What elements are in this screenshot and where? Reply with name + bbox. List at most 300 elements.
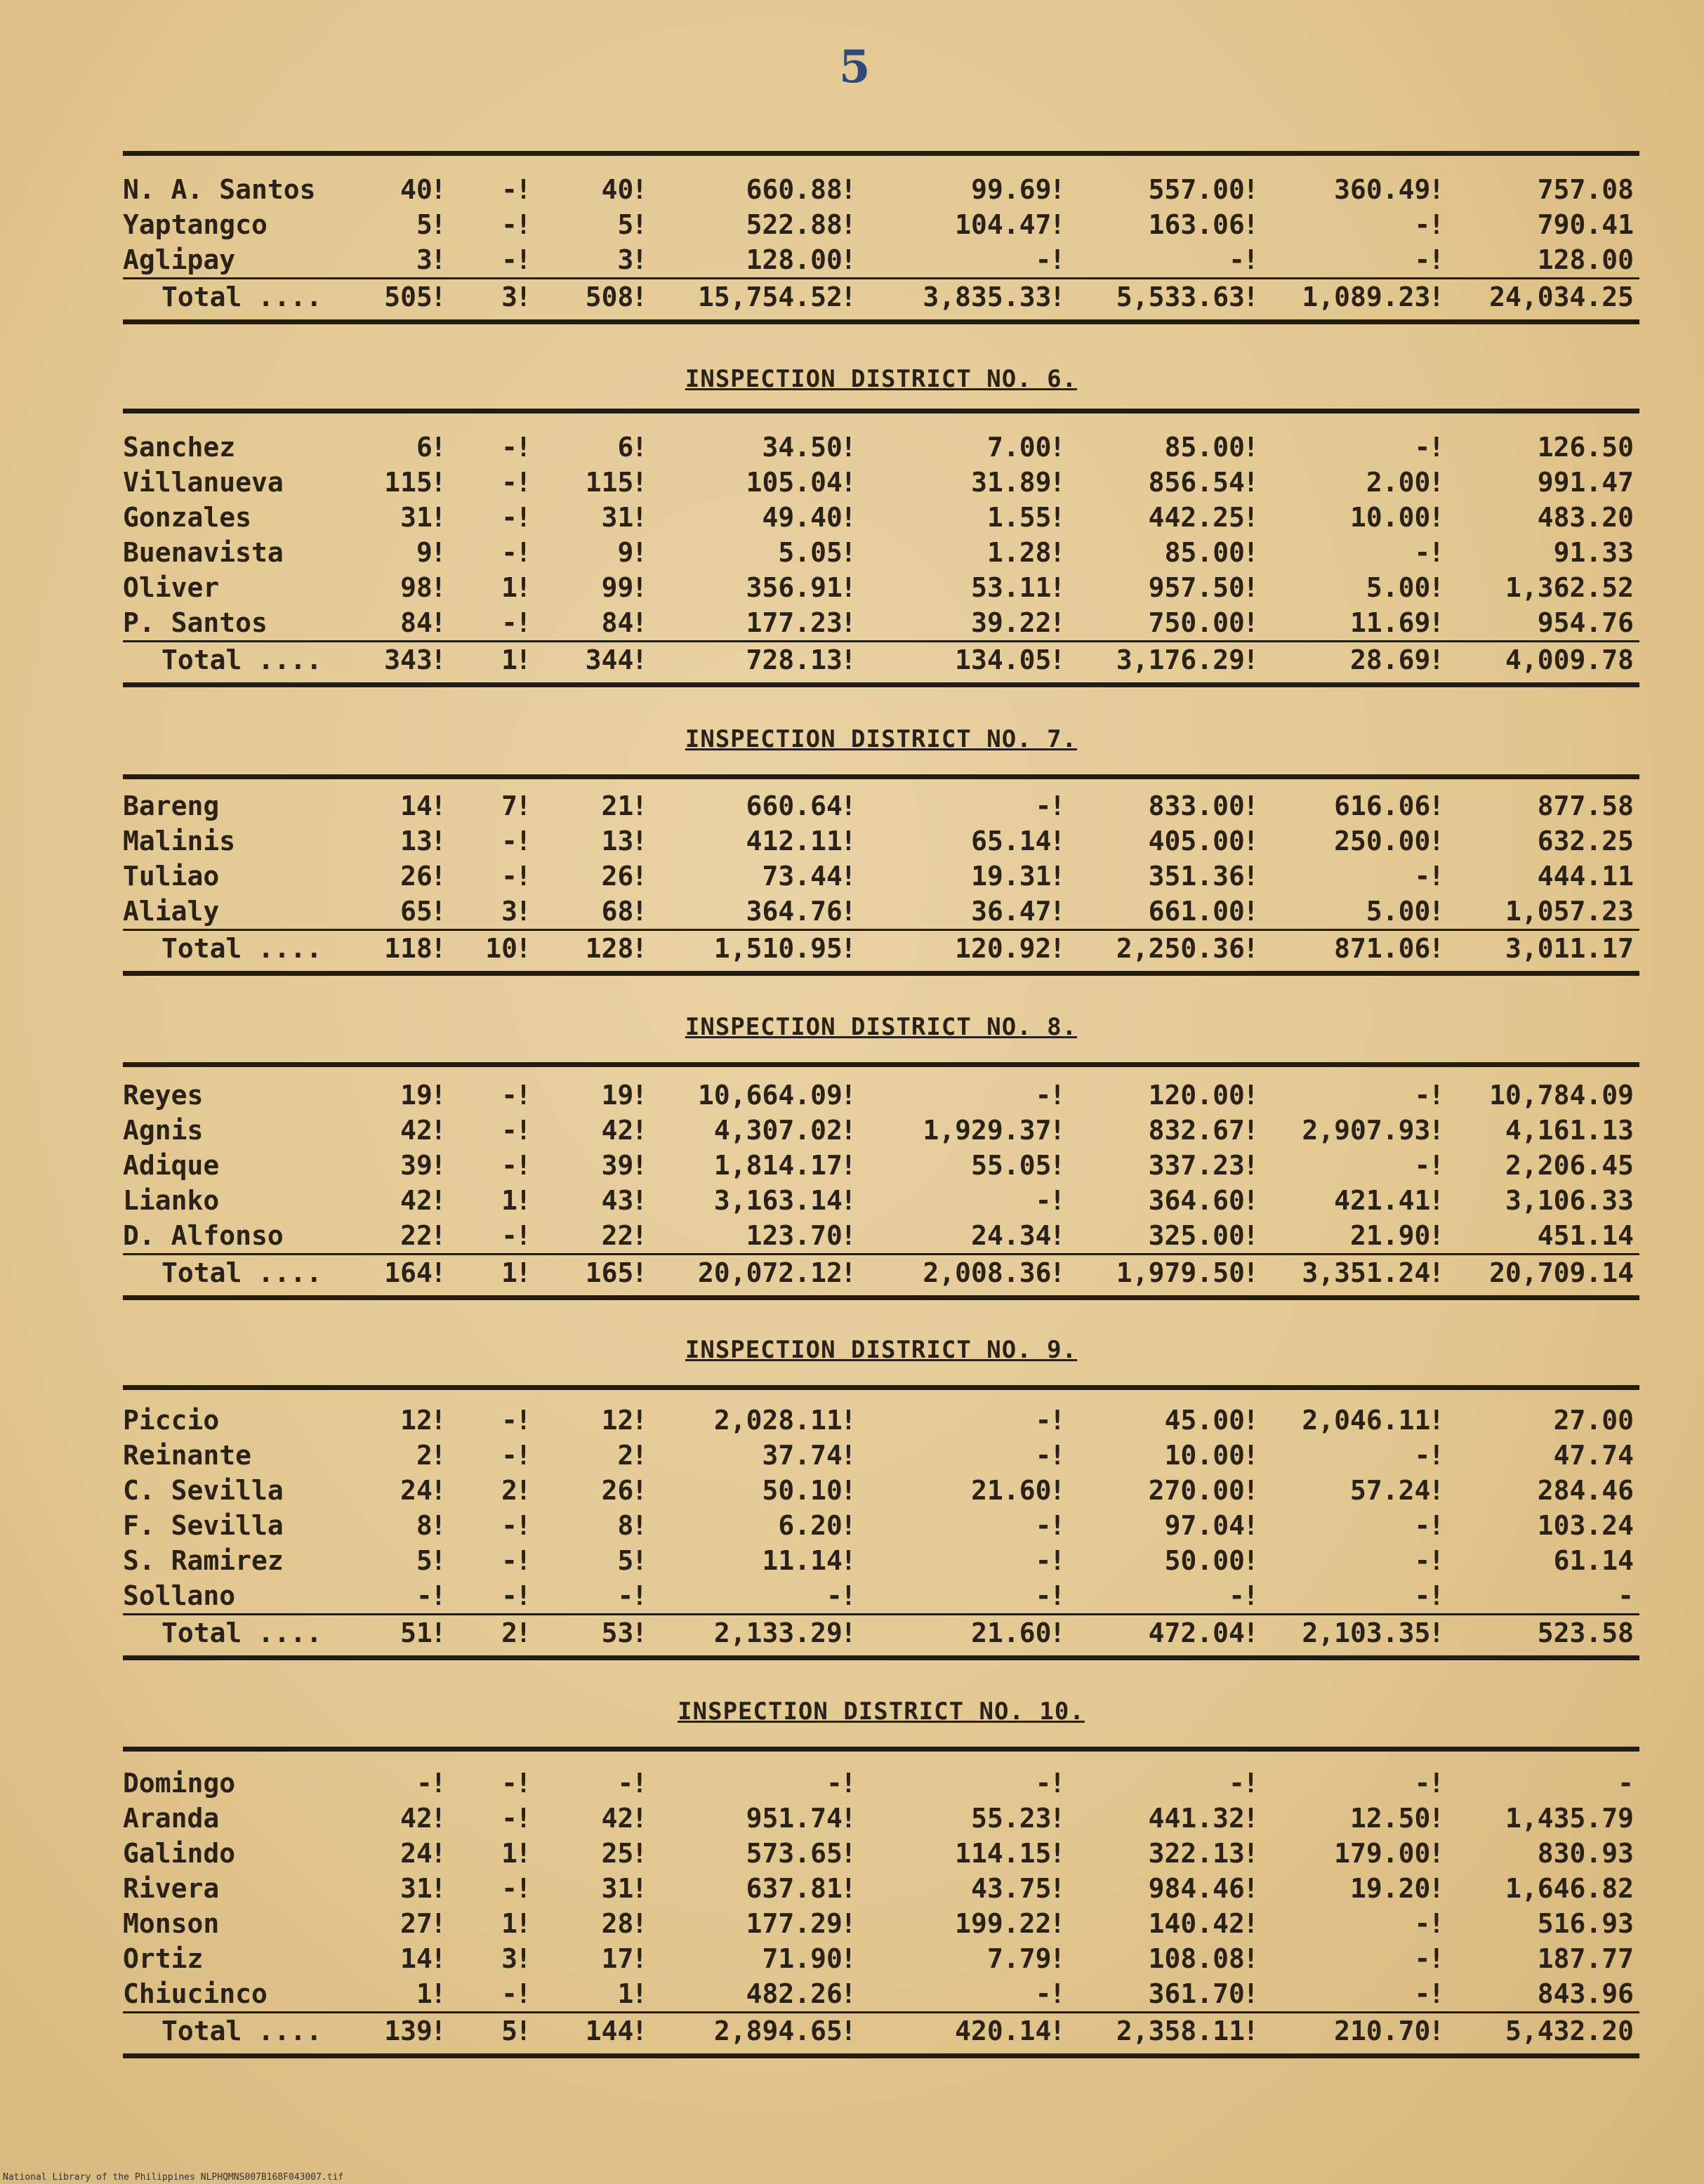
value-cell: 6 ! [533,430,649,465]
value-cell: 364.60 ! [1066,1183,1260,1218]
value-cell: - ! [858,788,1067,823]
value-cell: 179.00 ! [1260,1836,1446,1871]
value-cell: 13 ! [533,823,649,859]
teacher-name: Villanueva [123,467,284,498]
value-cell: 17 ! [533,1941,649,1976]
value-cell: 343 ! [355,642,448,678]
district-table [123,1766,1639,2049]
value-cell: 757.08 [1537,174,1634,205]
total-label: Total .... [123,279,355,315]
value-cell: 139 ! [355,2013,448,2049]
value-cell: 98 ! [355,570,448,605]
value-cell: 42 ! [355,1183,448,1218]
value-cell: 412.11 ! [649,823,858,859]
value-cell: 126.50 [1537,432,1634,463]
value-cell: 2,133.29 ! [649,1615,858,1651]
district-table [123,788,1639,966]
value-cell: - ! [448,1218,533,1255]
value-cell: 472.04 ! [1066,1615,1260,1651]
value-cell: 1 ! [448,642,533,678]
value-cell: 120.00 ! [1066,1078,1260,1113]
value-cell: 325.00 ! [1066,1218,1260,1255]
value-cell: 2,046.11 ! [1260,1403,1446,1438]
teacher-name: F. Sevilla [123,1510,284,1541]
value-cell: 25 ! [533,1836,649,1871]
value-cell: 115 ! [355,465,448,500]
table-row [123,1871,1639,1906]
value-cell: 26 ! [355,859,448,894]
bottom-rule [123,2053,1639,2058]
value-cell: 5,432.20 [1446,2013,1639,2049]
teacher-name: Agnis [123,1115,204,1146]
value-cell: 26 ! [533,859,649,894]
value-cell: 856.54 ! [1066,465,1260,500]
value-cell: 351.36 ! [1066,859,1260,894]
total-row [123,1255,1639,1291]
value-cell: 637.81 ! [649,1871,858,1906]
value-cell: 12.50 ! [1260,1801,1446,1836]
table-row [123,1543,1639,1578]
value-cell: 1,929.37 ! [858,1113,1067,1148]
value-cell: 3 ! [533,242,649,279]
value-cell: 50.00 ! [1066,1543,1260,1578]
value-cell: - ! [1260,1543,1446,1578]
total-row [123,2013,1639,2049]
teacher-name: Alialy [123,896,220,927]
value-cell: 2 ! [448,1473,533,1508]
total-label: Total .... [123,930,355,967]
value-cell: - ! [1066,242,1260,279]
value-cell: 954.76 [1537,607,1634,638]
value-cell: - ! [448,605,533,642]
value-cell: 3 ! [355,242,448,279]
teacher-name: Tuliao [123,861,220,892]
value-cell: 7.00 ! [858,430,1067,465]
value-cell: - ! [448,465,533,500]
value-cell: 21.90 ! [1260,1218,1446,1255]
teacher-name: Piccio [123,1405,220,1436]
table-row [123,500,1639,535]
value-cell: 14 ! [355,788,448,823]
value-cell: 27 ! [355,1906,448,1941]
value-cell: 3,011.17 [1446,930,1639,967]
teacher-name: P. Santos [123,607,268,638]
value-cell: 11.69 ! [1260,605,1446,642]
value-cell: 84 ! [355,605,448,642]
value-cell: 2,103.35 ! [1260,1615,1446,1651]
value-cell: 830.93 [1537,1838,1634,1869]
table-row [123,1148,1639,1183]
section-title: INSPECTION DISTRICT NO. 7. [685,725,1078,753]
teacher-name: Gonzales [123,502,252,533]
value-cell: 65.14 ! [858,823,1067,859]
value-cell: 55.05 ! [858,1148,1067,1183]
value-cell: 7 ! [448,788,533,823]
value-cell: 39.22 ! [858,605,1067,642]
top-rule [123,151,1639,156]
value-cell: 39 ! [533,1148,649,1183]
value-cell: 45.00 ! [1066,1403,1260,1438]
value-cell: 6 ! [355,430,448,465]
value-cell: 1.28 ! [858,535,1067,570]
value-cell: 337.23 ! [1066,1148,1260,1183]
value-cell: - ! [1066,1578,1260,1615]
value-cell: 1,814.17 ! [649,1148,858,1183]
value-cell: 144 ! [533,2013,649,2049]
value-cell: 871.06 ! [1260,930,1446,967]
value-cell: - ! [1260,1578,1446,1615]
value-cell: 322.13 ! [1066,1836,1260,1871]
value-cell: 14 ! [355,1941,448,1976]
value-cell: - [1618,1580,1634,1611]
value-cell: - ! [1260,859,1446,894]
value-cell: - ! [448,207,533,242]
value-cell: - ! [448,430,533,465]
table-row [123,1113,1639,1148]
value-cell: 42 ! [533,1113,649,1148]
value-cell: 3 ! [448,279,533,315]
value-cell: 123.70 ! [649,1218,858,1255]
bottom-rule [123,1295,1639,1300]
value-cell: 5 ! [355,207,448,242]
bottom-rule [123,971,1639,976]
value-cell: 31 ! [533,500,649,535]
value-cell: 134.05 ! [858,642,1067,678]
district-table [123,1078,1639,1290]
value-cell: - ! [448,1976,533,2013]
value-cell: 1,510.95 ! [649,930,858,967]
value-cell: - ! [448,859,533,894]
value-cell: 557.00 ! [1066,172,1260,207]
value-cell: 270.00 ! [1066,1473,1260,1508]
value-cell: 40 ! [533,172,649,207]
value-cell: 68 ! [533,894,649,930]
total-row [123,930,1639,967]
table-row [123,1473,1639,1508]
value-cell: 5.00 ! [1260,894,1446,930]
value-cell: 660.64 ! [649,788,858,823]
value-cell: 21.60 ! [858,1615,1067,1651]
value-cell: 451.14 [1537,1220,1634,1251]
value-cell: 3 ! [448,894,533,930]
value-cell: 2,008.36 ! [858,1255,1067,1291]
value-cell: 2,206.45 [1505,1150,1634,1181]
value-cell: 11.14 ! [649,1543,858,1578]
value-cell: 1 ! [448,1183,533,1218]
value-cell: - ! [448,1543,533,1578]
table-row [123,1941,1639,1976]
value-cell: 61.14 [1553,1545,1634,1576]
value-cell: 24 ! [355,1836,448,1871]
value-cell: 8 ! [533,1508,649,1543]
value-cell: - ! [858,1078,1067,1113]
value-cell: 3,176.29 ! [1066,642,1260,678]
value-cell: - ! [355,1578,448,1615]
value-cell: 12 ! [355,1403,448,1438]
teacher-name: Oliver [123,572,220,603]
value-cell: 55.23 ! [858,1801,1067,1836]
value-cell: - ! [1260,1438,1446,1473]
value-cell: 28 ! [533,1906,649,1941]
value-cell: 344 ! [533,642,649,678]
value-cell: 483.20 [1537,502,1634,533]
value-cell: 71.90 ! [649,1941,858,1976]
value-cell: 508 ! [533,279,649,315]
table-row [123,1508,1639,1543]
value-cell: 2,028.11 ! [649,1403,858,1438]
value-cell: 750.00 ! [1066,605,1260,642]
value-cell: - ! [448,1403,533,1438]
value-cell: 843.96 [1537,1978,1634,2009]
table-row [123,1183,1639,1218]
teacher-name: Malinis [123,826,236,856]
value-cell: 24.34 ! [858,1218,1067,1255]
table-row [123,570,1639,605]
value-cell: 1 ! [448,1906,533,1941]
table-row [123,1766,1639,1801]
value-cell: 103.24 [1537,1510,1634,1541]
value-cell: 5.05 ! [649,535,858,570]
table-row [123,1836,1639,1871]
table-row [123,1438,1639,1473]
value-cell: - ! [448,1801,533,1836]
value-cell: 421.41 ! [1260,1183,1446,1218]
value-cell: 27.00 [1553,1405,1634,1436]
teacher-name: Reinante [123,1440,252,1471]
value-cell: - ! [1260,207,1446,242]
value-cell: - ! [858,1976,1067,2013]
table-row [123,1906,1639,1941]
value-cell: 361.70 ! [1066,1976,1260,2013]
value-cell: - ! [858,1766,1067,1801]
value-cell: 42 ! [355,1113,448,1148]
value-cell: 516.93 [1537,1908,1634,1939]
value-cell: 482.26 ! [649,1976,858,2013]
value-cell: 19 ! [355,1078,448,1113]
value-cell: 1 ! [448,1255,533,1291]
value-cell: 4,009.78 [1446,642,1639,678]
value-cell: 21.60 ! [858,1473,1067,1508]
value-cell: 3,351.24 ! [1260,1255,1446,1291]
top-rule [123,409,1639,413]
value-cell: 140.42 ! [1066,1906,1260,1941]
value-cell: 128.00 [1537,244,1634,275]
district-table [123,1403,1639,1650]
top-rule [123,1747,1639,1752]
total-label: Total .... [123,2013,355,2049]
value-cell: 47.74 [1553,1440,1634,1471]
table-row [123,1218,1639,1255]
table-row [123,605,1639,642]
teacher-name: Domingo [123,1768,236,1799]
value-cell: 31.89 ! [858,465,1067,500]
bottom-rule [123,319,1639,324]
top-rule [123,1385,1639,1390]
value-cell: 1,362.52 [1505,572,1634,603]
table-row [123,242,1639,279]
section-title: INSPECTION DISTRICT NO. 10. [678,1697,1085,1726]
table-row [123,1976,1639,2013]
teacher-name: C. Sevilla [123,1475,284,1506]
value-cell: 2,907.93 ! [1260,1113,1446,1148]
teacher-name: Monson [123,1908,220,1939]
teacher-name: Lianko [123,1185,220,1216]
value-cell: - ! [1260,242,1446,279]
value-cell: 1 ! [533,1976,649,2013]
value-cell: 99 ! [533,570,649,605]
value-cell: 165 ! [533,1255,649,1291]
value-cell: - ! [858,242,1067,279]
section-title: INSPECTION DISTRICT NO. 8. [685,1013,1078,1041]
value-cell: 616.06 ! [1260,788,1446,823]
value-cell: - ! [1260,1976,1446,2013]
value-cell: 128 ! [533,930,649,967]
teacher-name: Adique [123,1150,220,1181]
value-cell: 21 ! [533,788,649,823]
value-cell: 2 ! [533,1438,649,1473]
value-cell: 15,754.52 ! [649,279,858,315]
value-cell: 1 ! [448,570,533,605]
value-cell: - ! [448,1578,533,1615]
top-rule [123,1062,1639,1067]
value-cell: 1,057.23 [1505,896,1634,927]
value-cell: - ! [858,1438,1067,1473]
value-cell: 39 ! [355,1148,448,1183]
value-cell: 632.25 [1537,826,1634,856]
value-cell: 10.00 ! [1066,1438,1260,1473]
value-cell: 5 ! [533,1543,649,1578]
table-row [123,1801,1639,1836]
teacher-name: Chiucinco [123,1978,268,2009]
value-cell: - [1618,1768,1634,1799]
value-cell: 420.14 ! [858,2013,1067,2049]
value-cell: 210.70 ! [1260,2013,1446,2049]
value-cell: - ! [1260,1508,1446,1543]
value-cell: 114.15 ! [858,1836,1067,1871]
value-cell: 5.00 ! [1260,570,1446,605]
value-cell: 364.76 ! [649,894,858,930]
value-cell: - ! [1260,535,1446,570]
table-row [123,430,1639,465]
value-cell: 10 ! [448,930,533,967]
district-table [123,172,1639,315]
teacher-name: Yaptangco [123,209,268,240]
value-cell: 22 ! [533,1218,649,1255]
value-cell: 1 ! [448,1836,533,1871]
value-cell: 1 ! [355,1976,448,2013]
value-cell: 877.58 [1537,790,1634,821]
value-cell: 444.11 [1537,861,1634,892]
value-cell: 199.22 ! [858,1906,1067,1941]
value-cell: 5 ! [533,207,649,242]
section-title: INSPECTION DISTRICT NO. 6. [685,365,1078,393]
value-cell: 53 ! [533,1615,649,1651]
value-cell: 115 ! [533,465,649,500]
value-cell: 118 ! [355,930,448,967]
value-cell: - ! [1066,1766,1260,1801]
value-cell: 523.58 [1446,1615,1639,1651]
table-row [123,1403,1639,1438]
value-cell: 2,894.65 ! [649,2013,858,2049]
value-cell: 2 ! [448,1615,533,1651]
value-cell: 10,784.09 [1489,1080,1634,1111]
value-cell: 2.00 ! [1260,465,1446,500]
value-cell: - ! [448,1508,533,1543]
value-cell: 104.47 ! [858,207,1067,242]
value-cell: 73.44 ! [649,859,858,894]
value-cell: 3 ! [448,1941,533,1976]
value-cell: - ! [1260,1766,1446,1801]
value-cell: - ! [858,1508,1067,1543]
teacher-name: Bareng [123,790,220,821]
value-cell: 31 ! [355,1871,448,1906]
teacher-name: Sollano [123,1580,236,1611]
value-cell: 20,072.12 ! [649,1255,858,1291]
value-cell: 573.65 ! [649,1836,858,1871]
table-row [123,535,1639,570]
value-cell: 85.00 ! [1066,430,1260,465]
total-row [123,642,1639,678]
teacher-name: Reyes [123,1080,204,1111]
value-cell: 957.50 ! [1066,570,1260,605]
value-cell: - ! [533,1578,649,1615]
value-cell: 57.24 ! [1260,1473,1446,1508]
value-cell: 2,250.36 ! [1066,930,1260,967]
value-cell: - ! [858,1403,1067,1438]
teacher-name: Ortiz [123,1943,204,1974]
value-cell: 12 ! [533,1403,649,1438]
value-cell: - ! [1260,430,1446,465]
value-cell: 10.00 ! [1260,500,1446,535]
value-cell: - ! [858,1578,1067,1615]
table-row [123,823,1639,859]
value-cell: 10,664.09 ! [649,1078,858,1113]
value-cell: 522.88 ! [649,207,858,242]
value-cell: - ! [448,1148,533,1183]
value-cell: 661.00 ! [1066,894,1260,930]
value-cell: 91.33 [1553,537,1634,568]
value-cell: 1,089.23 ! [1260,279,1446,315]
value-cell: 9 ! [355,535,448,570]
value-cell: - ! [858,1543,1067,1578]
value-cell: 5 ! [355,1543,448,1578]
value-cell: 43.75 ! [858,1871,1067,1906]
value-cell: - ! [1260,1078,1446,1113]
value-cell: - ! [533,1766,649,1801]
value-cell: 728.13 ! [649,642,858,678]
value-cell: 284.46 [1537,1475,1634,1506]
value-cell: 85.00 ! [1066,535,1260,570]
value-cell: 177.29 ! [649,1906,858,1941]
value-cell: 31 ! [355,500,448,535]
value-cell: 984.46 ! [1066,1871,1260,1906]
value-cell: 13 ! [355,823,448,859]
value-cell: 65 ! [355,894,448,930]
value-cell: 5,533.63 ! [1066,279,1260,315]
value-cell: 991.47 [1537,467,1634,498]
value-cell: 4,161.13 [1505,1115,1634,1146]
teacher-name: Sanchez [123,432,236,463]
value-cell: - ! [448,1766,533,1801]
total-row [123,1615,1639,1651]
value-cell: 42 ! [355,1801,448,1836]
value-cell: - ! [448,1078,533,1113]
value-cell: 24,034.25 [1446,279,1639,315]
value-cell: 40 ! [355,172,448,207]
value-cell: 360.49 ! [1260,172,1446,207]
value-cell: 99.69 ! [858,172,1067,207]
value-cell: 97.04 ! [1066,1508,1260,1543]
